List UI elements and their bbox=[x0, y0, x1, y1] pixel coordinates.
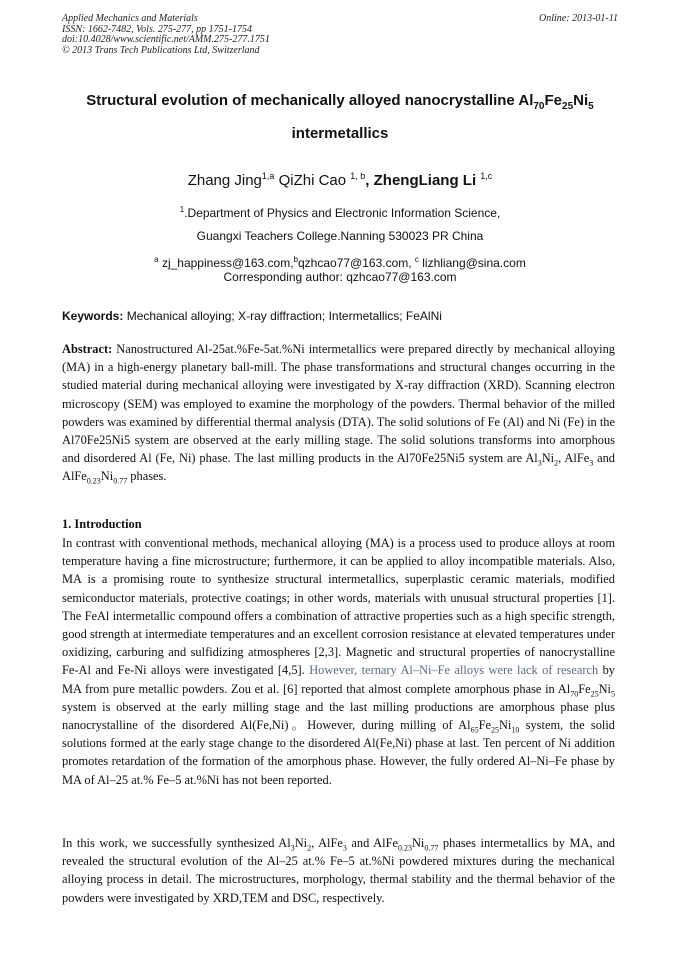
intro2-text: , AlFe bbox=[311, 836, 343, 850]
author-3: , ZhengLiang Li bbox=[365, 172, 481, 189]
paper-title bbox=[40, 92, 640, 116]
intro-highlight-text: However, ternary Al–Ni–Fe alloys were lack of research bbox=[309, 663, 599, 678]
abstract-label: Abstract: bbox=[62, 342, 113, 356]
abstract-sub: 0.77 bbox=[113, 476, 128, 486]
intro2-sub: 0.77 bbox=[424, 843, 439, 853]
intro-sub: 65 bbox=[470, 725, 479, 735]
intro-sub: 25 bbox=[490, 725, 499, 735]
abstract-sub: 2 bbox=[554, 458, 559, 468]
intro2-sub: 3 bbox=[342, 843, 347, 853]
doi-line: doi:10.4028/www.scientific.net/AMM.275-277.1751 bbox=[62, 34, 270, 45]
intro-text: by MA from pure metallic powders. Zou et al. [6] reported that almost complete amorphous phase in Al bbox=[62, 663, 615, 696]
copyright-line: © 2013 Trans Tech Publications Ltd, Switzerland bbox=[62, 44, 260, 56]
email-c-sup: c bbox=[414, 255, 419, 264]
abstract-text: , AlFe bbox=[558, 451, 590, 466]
intro-text: Fe bbox=[478, 718, 491, 733]
title-sub-2: 25 bbox=[562, 101, 574, 112]
intro2-sub: 0.23 bbox=[397, 843, 412, 853]
intro-sub: 5 bbox=[611, 689, 615, 699]
intro2-sub: 2 bbox=[307, 843, 312, 853]
author-1: Zhang Jing bbox=[187, 172, 262, 189]
abstract-text: and AlFe bbox=[62, 451, 615, 484]
author-2-sup: 1, b bbox=[350, 171, 366, 181]
abstract-sub: 3 bbox=[589, 458, 594, 468]
title-sub-3: 5 bbox=[588, 101, 594, 112]
abstract-sub: 0.23 bbox=[86, 476, 101, 486]
author-2: QiZhi Cao bbox=[274, 172, 351, 189]
abstract-text: Ni bbox=[541, 451, 555, 466]
intro-text: Ni bbox=[598, 681, 611, 696]
intro-text: system is observed at the early milling stage and the last milling productions are amorphous phase plus nanocrystalline of the disordered Al(Fe,Ni)。However, during milling of Al bbox=[62, 699, 615, 733]
author-3-sup: 1,c bbox=[480, 171, 493, 181]
abstract-text: phases. bbox=[127, 469, 167, 484]
intro-sub: 25 bbox=[590, 689, 599, 699]
intro2-text: phases intermetallics by MA, and revealed the structural evolution of the Al–25 at.% Fe–5 at.%Ni powdered mixtures during the mechanical alloying process in detail. The microstructures, morphology, thermal stability and the thermal behavior of the powders were investigated by XRD,TEM and DSC, respectively. bbox=[62, 836, 615, 905]
corresponding-author: Corresponding author: qzhcao77@163.com bbox=[223, 270, 457, 284]
intro-text: Ni bbox=[498, 718, 512, 733]
author-list bbox=[40, 167, 640, 190]
abstract bbox=[62, 340, 615, 486]
keywords-label: Keywords: bbox=[62, 309, 124, 323]
affiliation-sup: 1 bbox=[179, 205, 185, 214]
title-prefix: Structural evolution of mechanically alloyed nanocrystalline Al bbox=[86, 92, 534, 109]
email-a: zj_happiness@163.com, bbox=[158, 256, 294, 270]
affiliation-dept: .Department of Physics and Electronic Information Science, bbox=[184, 206, 501, 220]
email-b: qzhcao77@163.com, bbox=[298, 256, 415, 270]
issn-line: ISSN: 1662-7482, Vols. 275-277, pp 1751-1754 bbox=[62, 23, 252, 35]
intro-text: Fe bbox=[578, 681, 591, 696]
email-c: lizhliang@sina.com bbox=[418, 256, 526, 270]
paper-title-line2: intermetallics bbox=[291, 125, 389, 142]
abstract-text: Ni bbox=[100, 469, 114, 484]
abstract-text: Nanostructured Al-25at.%Fe-5at.%Ni intermetallics were prepared directly by mechanical alloying (MA) in a high-energy planetary ball-mill. The phase transformations and structural changes occurring in the studied material during mechanical alloying were investigated by X-ray diffraction (XRD). Scanning electron microscopy (SEM) was employed to examine the morphology of the powders. Thermal behavior of the milled powders was examined by differential thermal analysis (DTA). The solid solutions of Fe (Al) and Ni (Fe) in the Al70Fe25Ni5 system are observed at the early milling stage. The solid solutions transforms into amorphous and disordered Al (Fe, Ni) phase. The last milling products in the Al70Fe25Ni5 system are Al bbox=[62, 342, 615, 466]
intro2-text: and AlFe bbox=[346, 836, 398, 850]
intro-sub: 70 bbox=[570, 689, 579, 699]
email-b-sup: b bbox=[293, 255, 298, 264]
intro2-text: Ni bbox=[411, 836, 425, 850]
intro2-text: In this work, we successfully synthesized Al bbox=[62, 836, 291, 850]
journal-header bbox=[62, 14, 618, 56]
title-ni: Ni bbox=[573, 92, 589, 109]
intro2-text: Ni bbox=[294, 836, 308, 850]
title-fe: Fe bbox=[544, 92, 563, 109]
title-sub-1: 70 bbox=[533, 101, 545, 112]
keywords bbox=[62, 309, 622, 323]
introduction-paragraph-2 bbox=[62, 834, 615, 907]
email-line bbox=[40, 253, 640, 270]
intro-text: system, the solid solutions formed at the early stage change to the disordered Al(Fe,Ni) phase at last. Ten percent of Ni addition promotes retardation of the formation of the amorphous phase. However, the fully ordered Al–Ni–Fe phase by MA of Al–25 at.% Fe–5 at.%Ni has not been reported. bbox=[62, 718, 615, 787]
section-heading-introduction: 1. Introduction bbox=[62, 517, 142, 531]
online-date: Online: 2013-01-11 bbox=[539, 13, 618, 24]
introduction-paragraph-1 bbox=[62, 534, 615, 789]
email-a-sup: a bbox=[154, 255, 159, 264]
author-1-sup: 1,a bbox=[261, 171, 275, 181]
abstract-sub: 3 bbox=[537, 458, 542, 468]
journal-name: Applied Mechanics and Materials bbox=[62, 13, 198, 24]
intro-text: In contrast with conventional methods, mechanical alloying (MA) is a process used to produce alloys at room temperature having a fine microstructure; furthermore, it can be applied to alloy incompatible materials. Also, MA is a promising route to synthesize structural intermetallics, superplastic ceramic materials, modified semiconductor materials, protective coatings; in other words, materials with unusual structural properties [1]. The FeAl intermetallic compound offers a combination of attractive properties such as a high specific strength, good strength at intermediate temperatures and an excellent corrosion resistance at elevated temperatures under oxidizing, carburing and sulfidizing atmospheres [2,3]. Magnetic and structural properties of nanocrystalline Fe-Al and Fe-Ni alloys were investigated [4,5]. bbox=[62, 536, 615, 678]
affiliation-line-1 bbox=[40, 203, 640, 220]
affiliation-line-2: Guangxi Teachers College.Nanning 530023 PR China bbox=[196, 229, 484, 243]
keywords-text: Mechanical alloying; X-ray diffraction; Intermetallics; FeAlNi bbox=[123, 309, 442, 323]
intro-sub: 10 bbox=[511, 725, 520, 735]
intro2-sub: 3 bbox=[290, 843, 295, 853]
